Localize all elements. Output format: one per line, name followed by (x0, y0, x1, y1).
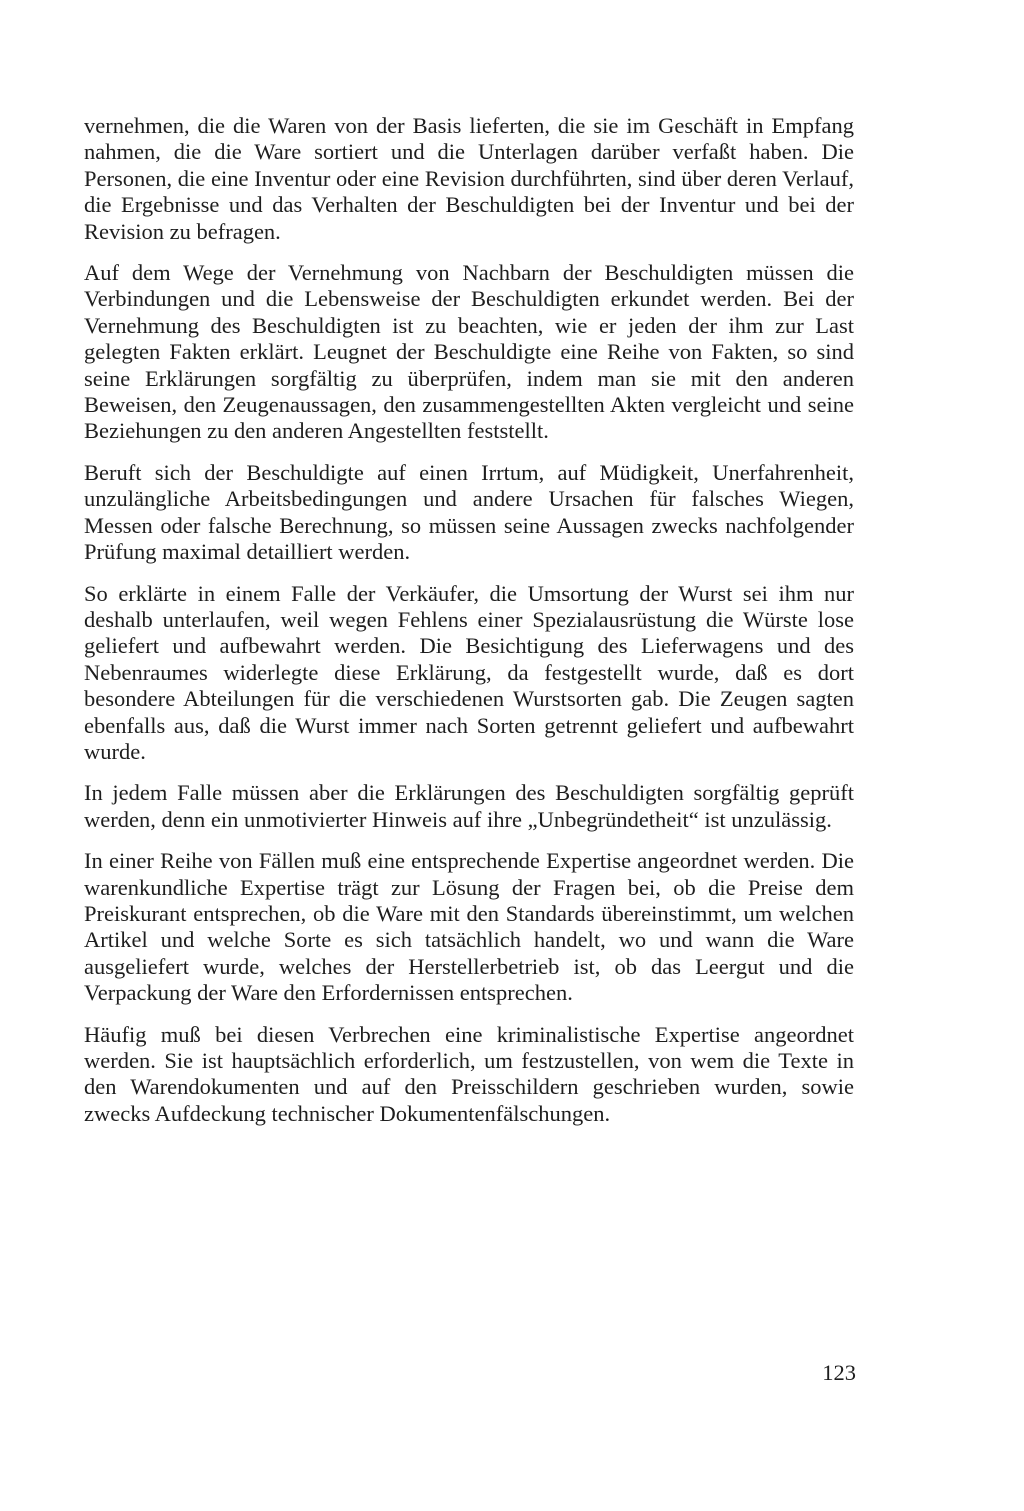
paragraph-2: Auf dem Wege der Vernehmung von Nachbarn der Beschuldigten müssen die Verbindungen und die Lebensweise der Beschuldigten erkundet werden. Bei der Vernehmung des Beschuldigten ist zu beachten, wie er jeden der ihm zur Last gelegten Fakten erklärt. Leugnet der Beschuldigte eine Reihe von Fakten, so sind seine Erklärungen sorgfältig zu überprüfen, indem man sie mit den anderen Beweisen, den Zeugenaussagen, den zusammengestellten Akten vergleicht und seine Beziehungen zu den anderen Angestellten feststellt. (84, 260, 854, 444)
paragraph-4: So erklärte in einem Falle der Verkäufer, die Umsortung der Wurst sei ihm nur deshalb unterlaufen, weil wegen Fehlens einer Spezialausrüstung die Würste lose geliefert und aufbewahrt werden. Die Besichtigung des Lieferwagens und des Nebenraumes widerlegte diese Erklärung, da festgestellt wurde, daß es dort besondere Abteilungen für die verschiedenen Wurstsorten gab. Die Zeugen sagten ebenfalls aus, daß die Wurst immer nach Sorten getrennt geliefert und aufbewahrt wurde. (84, 580, 854, 764)
paragraph-3: Beruft sich der Beschuldigte auf einen Irrtum, auf Müdigkeit, Unerfahrenheit, unzulängliche Arbeitsbedingungen und andere Ursachen für falsches Wiegen, Messen oder falsche Berechnung, so müssen seine Aussagen zwecks nachfolgender Prüfung maximal detailliert werden. (84, 459, 854, 565)
paragraph-7: Häufig muß bei diesen Verbrechen eine kriminalistische Expertise angeordnet werden. Sie ist hauptsächlich erforderlich, um festzustellen, von wem die Texte in den Warendokumenten und auf den Preisschildern geschrieben wurden, sowie zwecks Aufdeckung technischer Dokumentenfälschungen. (84, 1021, 854, 1126)
paragraph-5: In jedem Falle müssen aber die Erklärungen des Beschuldigten sorgfältig geprüft werden, denn ein unmotivierter Hinweis auf ihre „Unbegründetheit“ ist unzulässig. (84, 780, 854, 832)
paragraph-1: vernehmen, die die Waren von der Basis lieferten, die sie im Geschäft in Empfang nahmen, die die Ware sortiert und die Unterlagen darüber verfaßt haben. Die Personen, die eine Inventur oder eine Revision durchführten, sind über deren Verlauf, die Ergebnisse und das Verhalten der Beschuldigten bei der Inventur und bei der Revision zu befragen. (84, 113, 854, 244)
page-number: 123 (822, 1360, 856, 1385)
paragraph-6: In einer Reihe von Fällen muß eine entsprechende Expertise angeordnet werden. Die warenkundliche Expertise trägt zur Lösung der Fragen bei, ob die Preise dem Preiskurant entsprechen, ob die Ware mit den Standards übereinstimmt, um welchen Artikel und welche Sorte es sich tatsächlich handelt, wo und wann die Ware ausgeliefert wurde, welches der Herstellerbetrieb ist, ob das Leergut und die Verpackung der Ware den Erfordernissen entsprechen. (84, 848, 854, 1006)
body-text (84, 113, 854, 1142)
